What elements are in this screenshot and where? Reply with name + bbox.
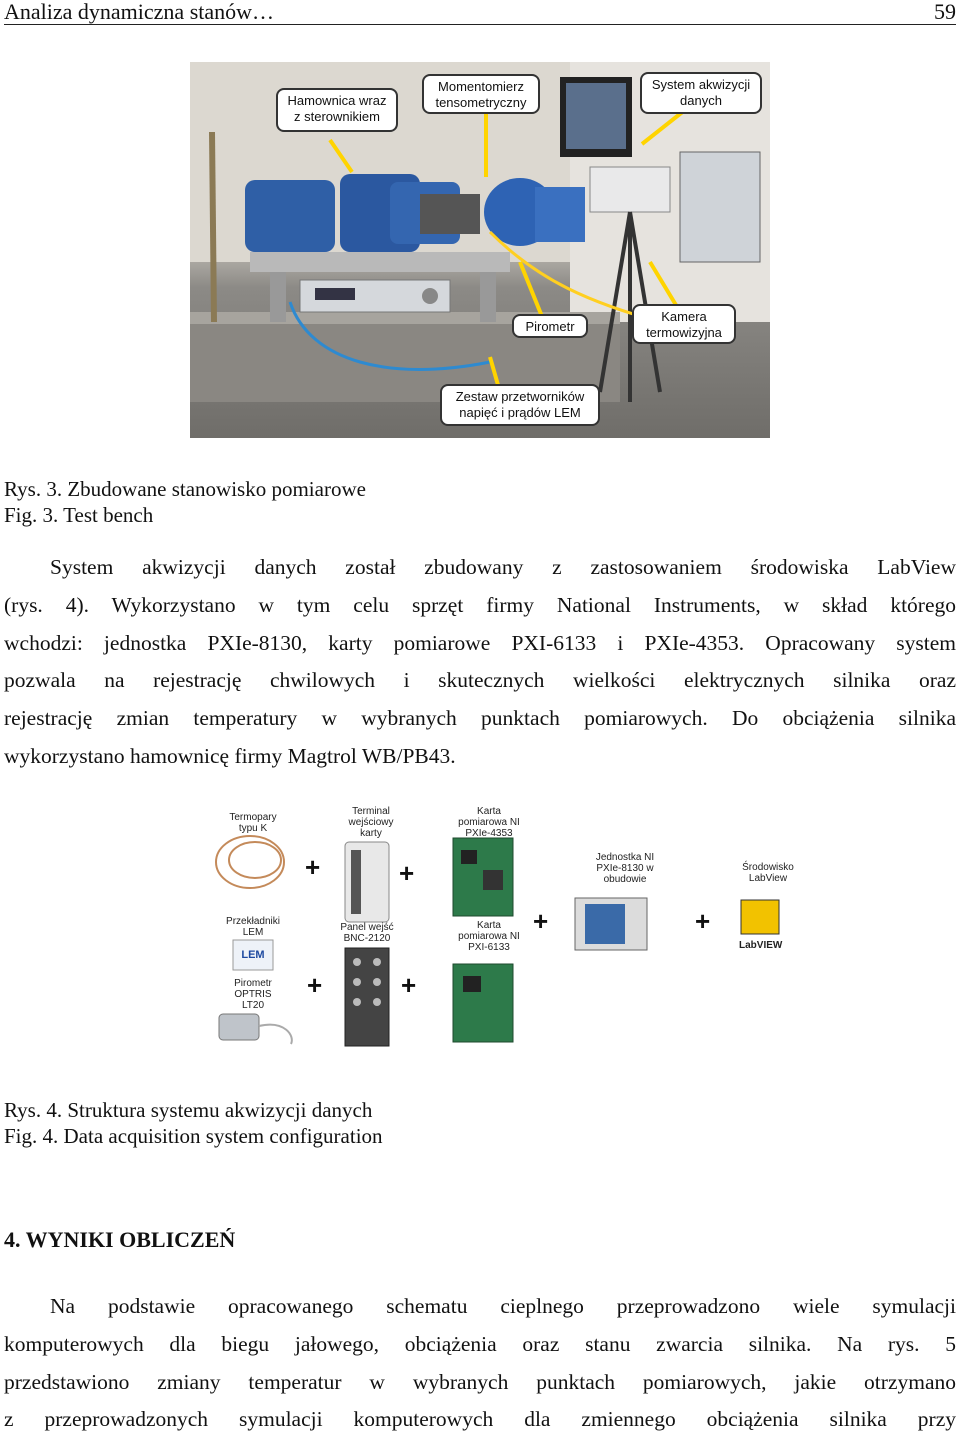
- callout-momentomierz: Momentomierz tensometryczny: [422, 74, 540, 114]
- label-panel: Panel wejść BNC-2120: [340, 922, 394, 944]
- figure4-caption-en: Fig. 4. Data acquisition system configuration: [4, 1124, 383, 1148]
- figure4-caption-pl: Rys. 4. Struktura systemu akwizycji danych: [4, 1098, 373, 1122]
- daq-structure-figure: [205, 800, 795, 1058]
- lem-logo: LEM: [241, 949, 265, 961]
- label-termopary: Termopary typu K: [229, 812, 277, 834]
- paragraph-line: przedstawiono zmiany temperatur w wybranych punktach pomiarowych, jakie otrzymano: [4, 1369, 956, 1394]
- callout-lem: Zestaw przetworników napięć i prądów LEM: [440, 384, 600, 426]
- paragraph-line: komputerowych dla biegu jałowego, obciążenia oraz stanu zwarcia silnika. Na rys. 5: [4, 1331, 956, 1356]
- running-header: [4, 0, 956, 25]
- paragraph-line: wykorzystano hamownicę firmy Magtrol WB/PB43.: [4, 743, 456, 768]
- figure3-caption-pl: Rys. 3. Zbudowane stanowisko pomiarowe: [4, 477, 366, 501]
- paragraph-line: Na podstawie opracowanego schematu cieplnego przeprowadzono wiele symulacji: [50, 1294, 956, 1318]
- section-heading: 4. WYNIKI OBLICZEŃ: [4, 1227, 236, 1252]
- test-bench-photo: [190, 62, 770, 438]
- callout-pirometr: Pirometr: [512, 314, 588, 338]
- paragraph-line: z przeprowadzonych symulacji komputerowych dla zmiennego obciążenia silnika przy: [4, 1407, 956, 1432]
- plus-sign: +: [533, 906, 549, 936]
- label-karta-4353: Karta pomiarowa NI PXIe-4353: [458, 806, 520, 839]
- label-jednostka: Jednostka NI PXIe-8130 w obudowie: [595, 852, 655, 885]
- label-karta-6133: Karta pomiarowa NI PXI-6133: [458, 920, 520, 953]
- label-terminal: Terminal wejściowy karty: [348, 806, 394, 839]
- label-przekladniki: Przekładniki LEM: [226, 916, 280, 938]
- callout-akwizycja: System akwizycji danych: [640, 72, 762, 114]
- paragraph-line: pozwala na rejestrację chwilowych i skutecznych wielkości elektrycznych silnika oraz: [4, 668, 956, 693]
- plus-sign: +: [399, 858, 415, 888]
- labview-logo: LabVIEW: [739, 940, 783, 951]
- label-srodowisko: Środowisko LabView: [742, 862, 794, 884]
- callout-kamera: Kamera termowizyjna: [632, 304, 736, 344]
- plus-sign: +: [401, 970, 417, 1000]
- page-number: 59: [934, 0, 956, 24]
- paragraph-line: System akwizycji danych został zbudowany z zastosowaniem środowiska LabView: [50, 555, 956, 579]
- plus-sign: +: [695, 906, 711, 936]
- plus-sign: +: [305, 852, 321, 882]
- figure3-caption-en: Fig. 3. Test bench: [4, 503, 154, 527]
- label-pirometr: Pirometr OPTRIS LT20: [234, 978, 272, 1011]
- paragraph-daq-description: [4, 549, 956, 776]
- header-title: Analiza dynamiczna stanów…: [4, 0, 275, 24]
- plus-sign: +: [307, 970, 323, 1000]
- paragraph-line: rejestrację zmian temperatury w wybranych punktach pomiarowych. Do obciążenia silnika: [4, 706, 956, 731]
- paragraph-line: wchodzi: jednostka PXIe-8130, karty pomiarowe PXI-6133 i PXIe-4353. Opracowany system: [4, 630, 956, 655]
- paragraph-results: [4, 1288, 956, 1439]
- callout-hamownica: Hamownica wraz z sterownikiem: [276, 88, 398, 132]
- paragraph-line: (rys. 4). Wykorzystano w tym celu sprzęt firmy National Instruments, w skład którego: [4, 592, 956, 617]
